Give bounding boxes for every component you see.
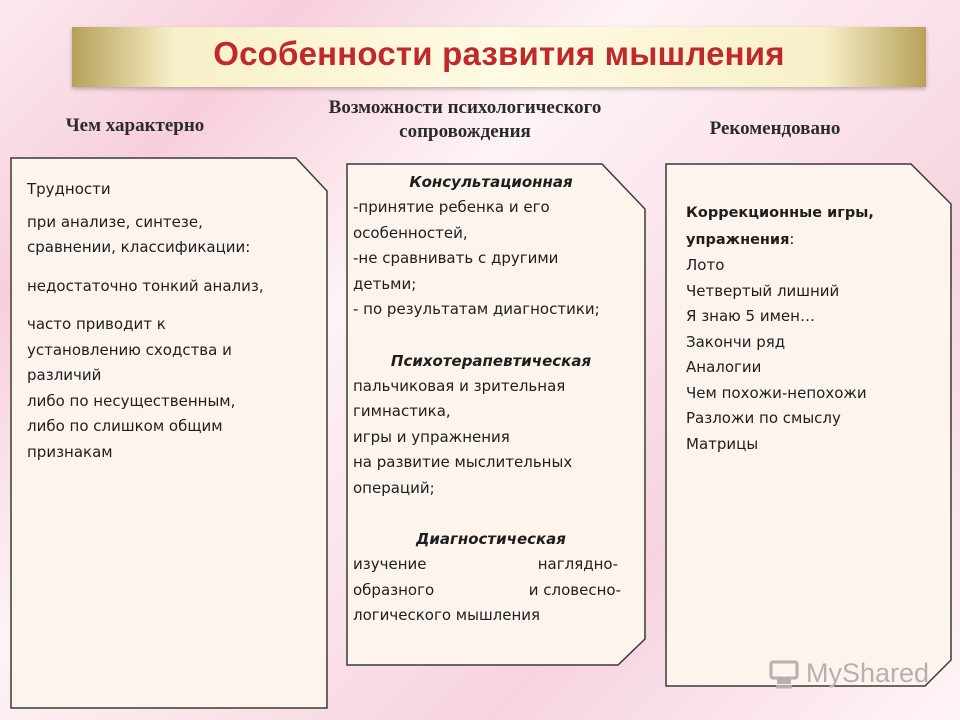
right-heading-rest: : (789, 229, 795, 248)
right-item-7: Разложи по смыслу (686, 409, 841, 427)
left-line-1: Трудности (27, 180, 111, 198)
psycho-line-4: на развитие мыслительных (353, 453, 573, 471)
diag-line-2-a: образного (353, 580, 435, 599)
consult-line-1: -принятие ребенка и его (353, 198, 550, 216)
left-card (10, 157, 328, 709)
column-header-middle (270, 96, 660, 144)
diag-line-3: логического мышления (353, 606, 541, 624)
column-header-right: Рекомендовано (709, 118, 841, 139)
projector-icon (768, 659, 802, 689)
column-header-middle-line2: сопровождения (399, 121, 531, 142)
diag-line-2 (353, 578, 621, 604)
left-line-10: признакам (27, 442, 113, 461)
right-item-5: Аналогии (686, 358, 762, 376)
column-header-left: Чем характерно (65, 115, 205, 136)
consult-line-4: детьми; (353, 274, 417, 293)
watermark (768, 658, 929, 689)
diag-line-2-b: и словесно- (528, 580, 621, 599)
diag-title: Диагностическая (416, 530, 566, 548)
title-banner (72, 27, 926, 87)
right-item-4: Закончи ряд (686, 332, 786, 351)
left-line-6: установлению сходства и (27, 340, 232, 359)
watermark-text: MyShared (806, 658, 930, 688)
diag-line-1 (353, 552, 618, 578)
consult-title: Консультационная (409, 173, 573, 191)
right-item-8: Матрицы (686, 434, 759, 453)
column-header-middle-line1: Возможности психологического (328, 97, 602, 118)
left-line-2: при анализе, синтезе, (27, 212, 203, 231)
psycho-title: Психотерапевтическая (390, 351, 592, 370)
psycho-line-2: гимнастика, (353, 402, 451, 420)
right-item-2: Четвертый лишний (686, 281, 840, 300)
right-item-3: Я знаю 5 имен… (686, 307, 815, 325)
left-line-5: часто приводит к (27, 315, 166, 333)
middle-card (346, 163, 646, 666)
page-title: Особенности развития мышления (213, 35, 785, 72)
consult-line-3: -не сравнивать с другими (353, 249, 559, 267)
right-heading-bold: упражнения (686, 231, 790, 248)
right-heading-line-1: Коррекционные игры, (686, 205, 874, 221)
psycho-line-3: игры и упражнения (353, 427, 510, 446)
left-line-9: либо по слишком общим (27, 417, 223, 435)
consult-line-2: особенностей, (353, 223, 468, 242)
diag-line-1-b: наглядно- (537, 555, 618, 573)
right-card (665, 163, 952, 687)
left-line-3: сравнении, классификации: (27, 238, 251, 256)
left-line-7: различий (27, 366, 102, 384)
right-heading-line-2 (686, 227, 941, 254)
consult-line-5: - по результатам диагностики; (353, 300, 600, 318)
right-item-6: Чем похожи-непохожи (686, 383, 867, 402)
psycho-line-1: пальчиковая и зрительная (353, 376, 566, 395)
left-line-8: либо по несущественным, (27, 391, 236, 410)
diag-line-1-a: изучение (353, 555, 427, 573)
right-item-1: Лото (686, 256, 725, 274)
left-line-4: недостаточно тонкий анализ, (27, 276, 264, 295)
psycho-line-5: операций; (353, 478, 435, 497)
